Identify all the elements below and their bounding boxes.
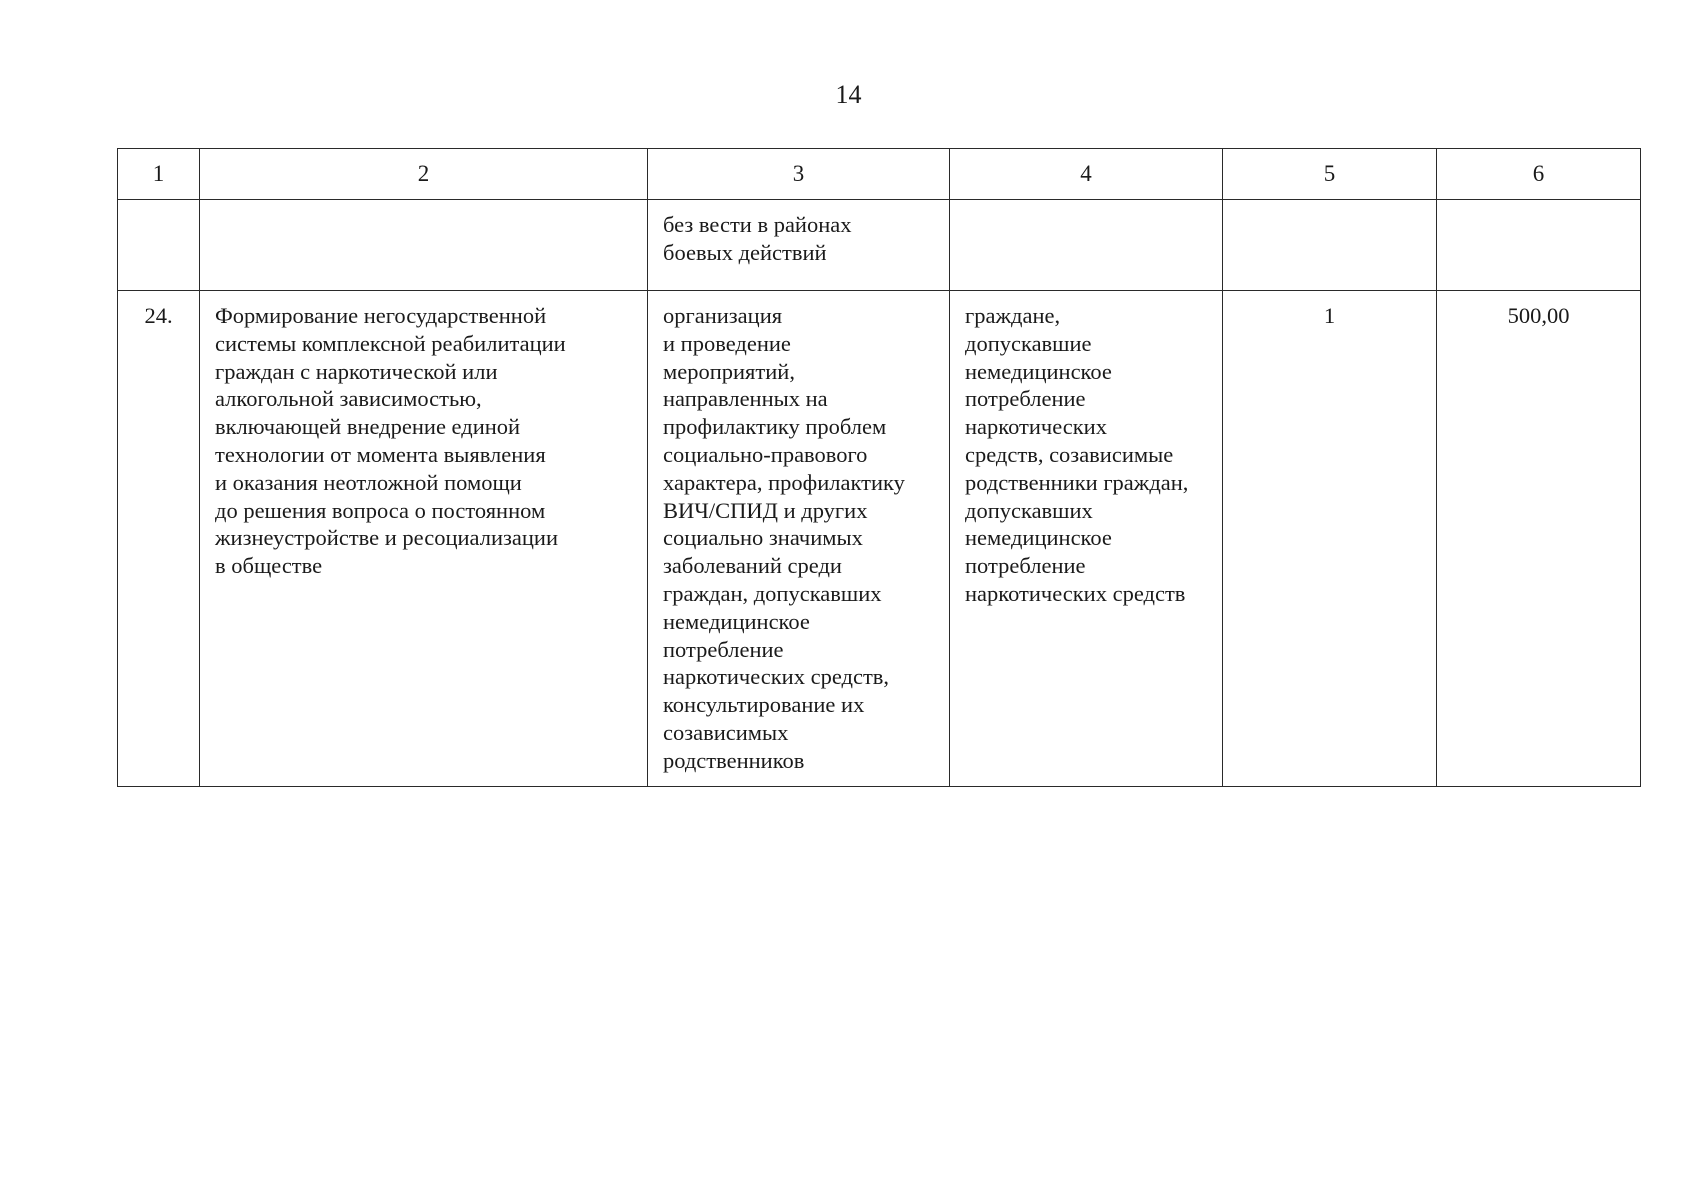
cell-target-group [950,291,1223,787]
cell-count [1223,291,1437,787]
cell-measure-name [200,291,648,787]
continued-activity-text: без вести в районах боевых действий [663,212,852,265]
document-table [117,148,1641,787]
cell-empty [200,200,648,291]
cell-empty [950,200,1223,291]
column-number-6: 6 [1437,149,1641,200]
table-row-24 [118,291,1641,787]
column-number-1: 1 [118,149,200,200]
page-number: 14 [835,80,862,109]
target-group-text: граждане, допускавшие немедицинское потребление наркотических средств, созависимые родственники граждан, допускавших немедицинское потребление наркотических средств [965,303,1189,606]
cell-empty [1223,200,1437,291]
activity-text: организация и проведение мероприятий, направленных на профилактику проблем социально-правового характера, профилактику ВИЧ/СПИД и других социально значимых заболеваний среди граждан, допускавших немедицинское потребление наркотических средств, консультирование их созависимых родственников [663,303,905,773]
cell-empty [1437,200,1641,291]
cell-activity [648,291,950,787]
column-number-3: 3 [648,149,950,200]
cell-empty [118,200,200,291]
cell-continued-activity [648,200,950,291]
amount-text: 500,00 [1507,303,1570,328]
cell-row-number [118,291,200,787]
measure-name-text: Формирование негосударственной системы комплексной реабилитации граждан с наркотической или алкогольной зависимостью, включающей внедрение единой технологии от момента выявления и оказания неотложной помощи до решения вопроса о постоянном жизнеустройстве и ресоциализации в обществе [215,303,566,579]
column-number-2: 2 [200,149,648,200]
table-row-continuation [118,200,1641,291]
count-text: 1 [1323,303,1336,328]
table-header-row [118,149,1641,200]
row-number-text: 24. [144,303,173,328]
column-number-5: 5 [1223,149,1437,200]
column-number-4: 4 [950,149,1223,200]
cell-amount [1437,291,1641,787]
